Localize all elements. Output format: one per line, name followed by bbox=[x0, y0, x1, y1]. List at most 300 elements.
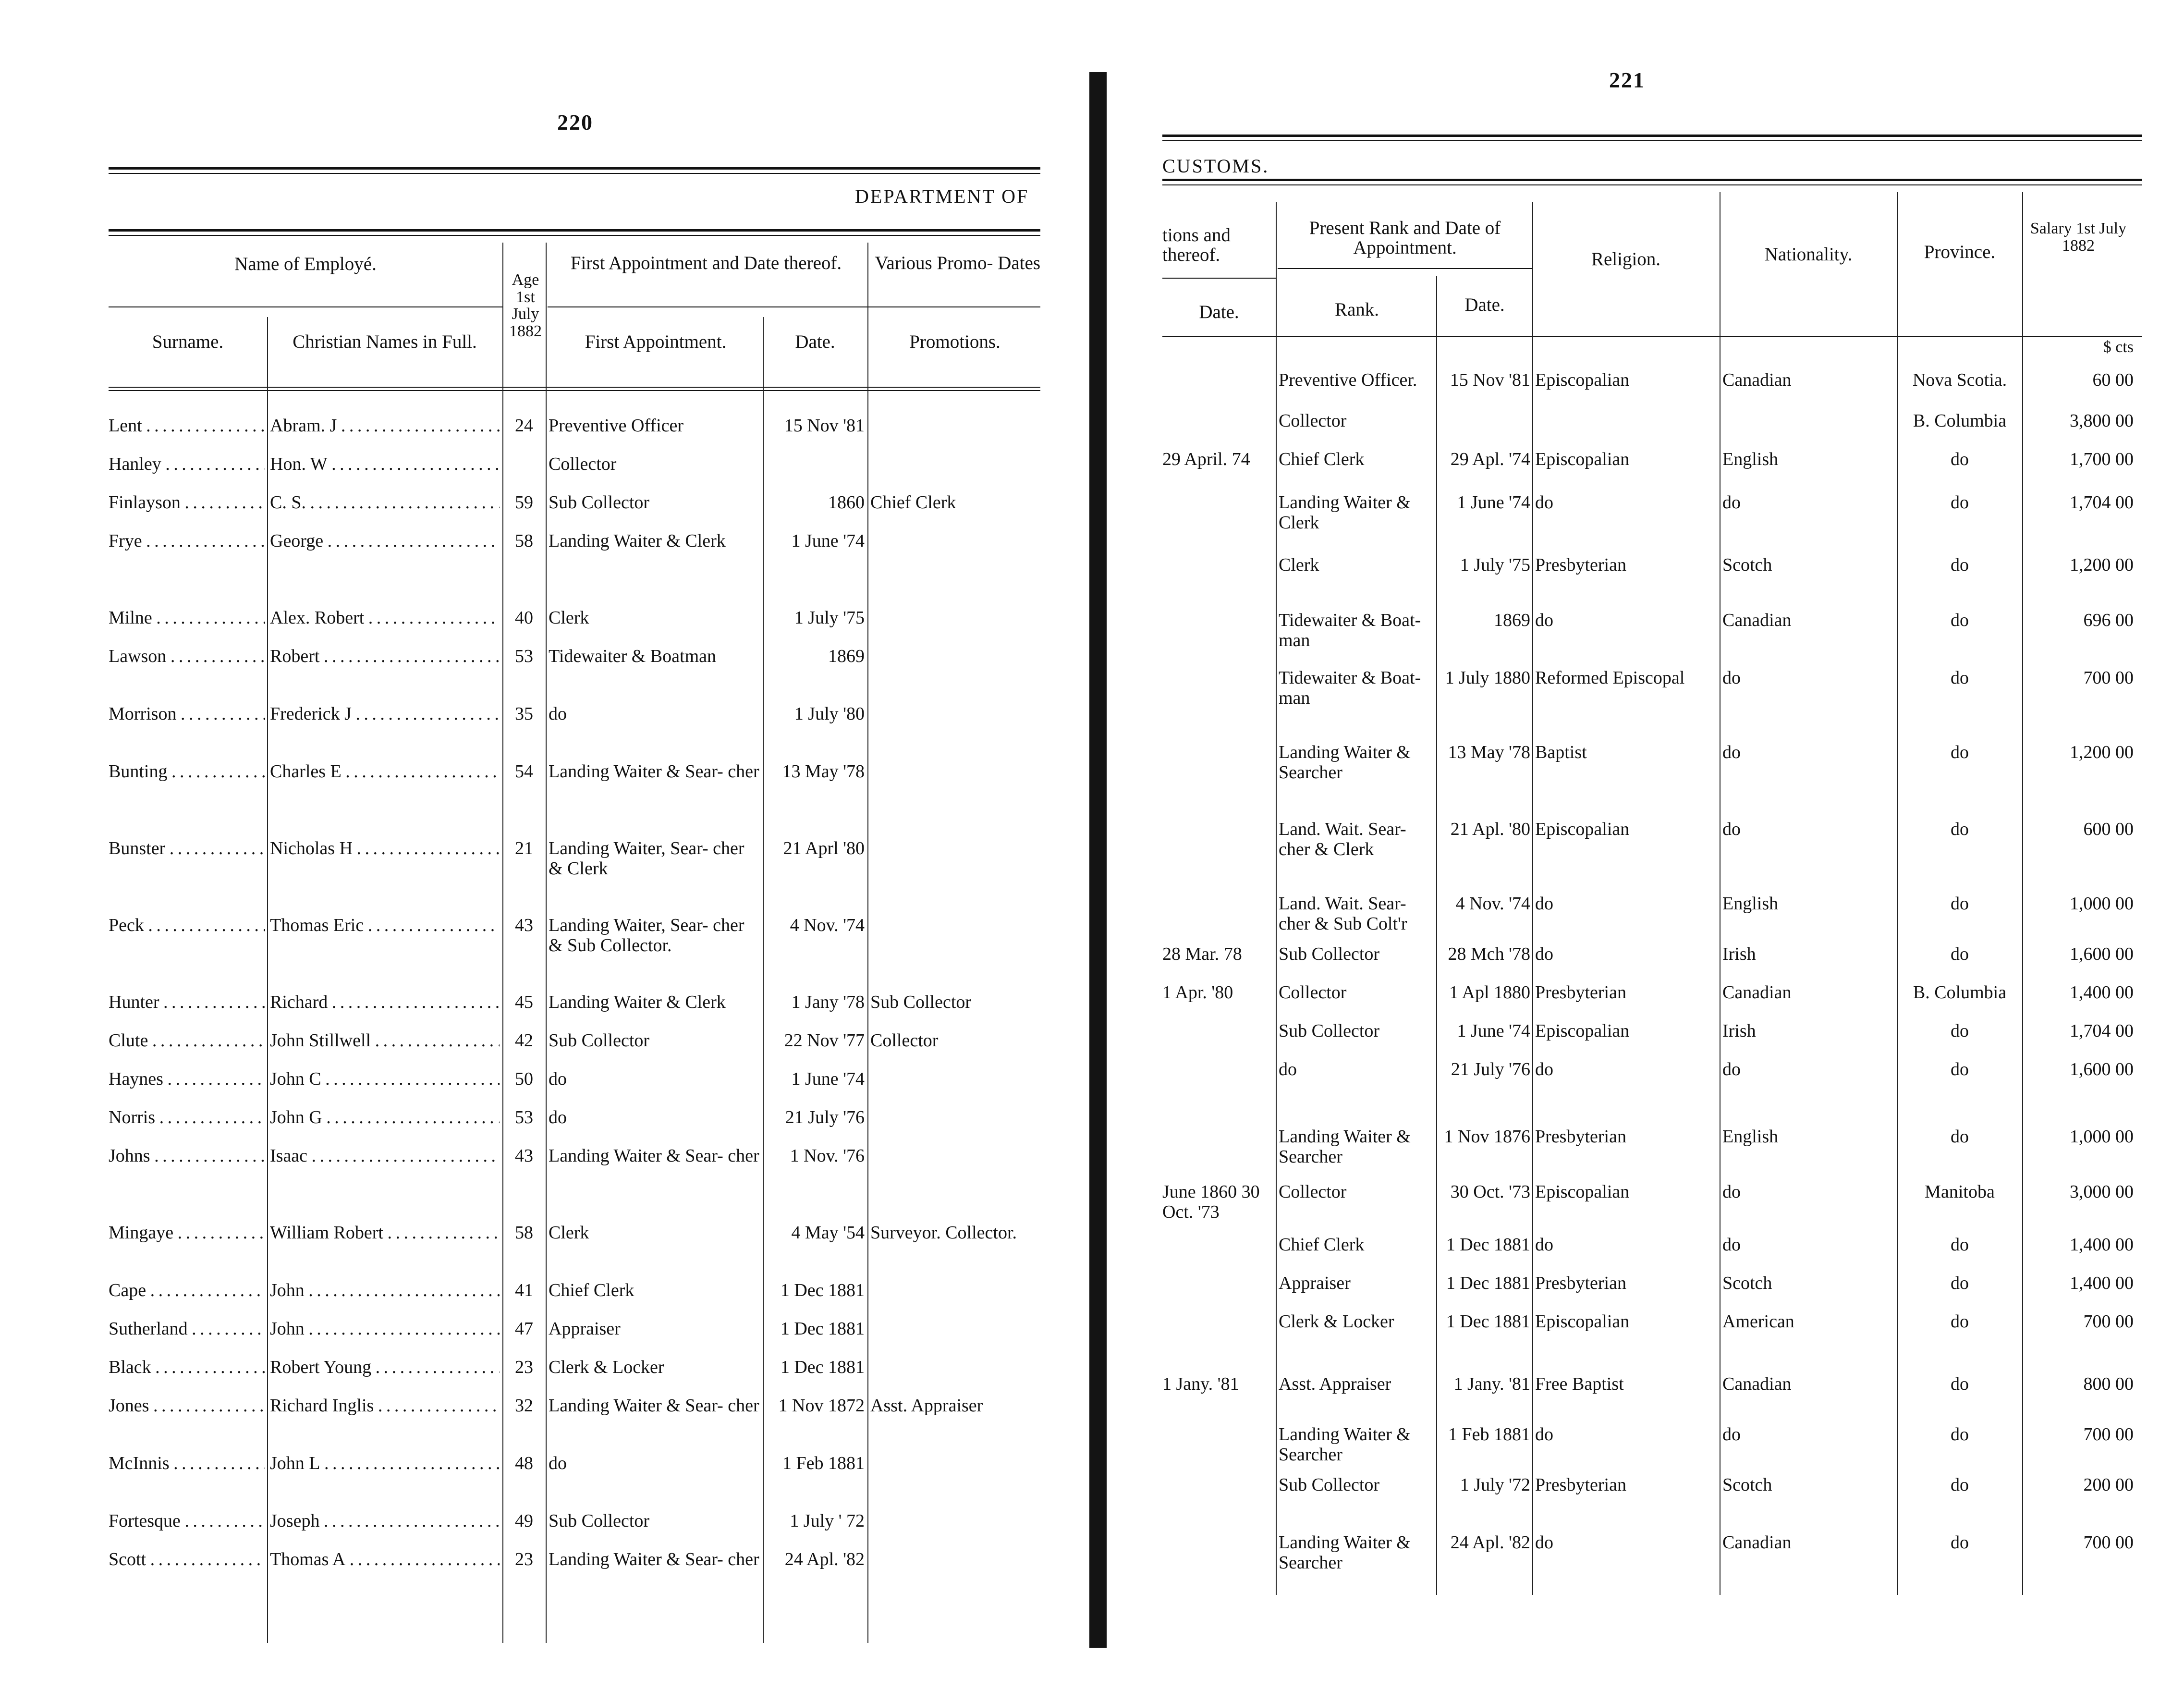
cell-christian: Thomas Eric . . . bbox=[270, 915, 500, 935]
subheader-rule-name bbox=[109, 306, 502, 307]
cell-nationality: English bbox=[1722, 449, 1779, 469]
date2-subheader: Date. bbox=[1464, 294, 1505, 315]
cell-religion: do bbox=[1535, 944, 1553, 964]
cell-nationality: do bbox=[1722, 1424, 1741, 1445]
cell-religion: Episcopalian bbox=[1535, 1311, 1630, 1332]
cell-rdate: 1 June '74 bbox=[1457, 1021, 1530, 1041]
cell-rdate: 24 Apl. '82 bbox=[1450, 1532, 1530, 1553]
cell-salary: 1,700 00 bbox=[2070, 449, 2134, 469]
subheader-rule-tions bbox=[1162, 278, 1276, 279]
cell-rank: Sub Collector bbox=[1279, 944, 1380, 964]
cell-province: do bbox=[1951, 1059, 1969, 1079]
cell-christian: John . . . bbox=[270, 1280, 500, 1300]
date1-subheader: Date. bbox=[1199, 302, 1239, 322]
cell-date: 4 May '54 bbox=[791, 1223, 865, 1243]
cell-promo bbox=[870, 608, 1039, 651]
cell-rank: Clerk & Locker bbox=[1279, 1311, 1394, 1332]
cell-pdate bbox=[1162, 610, 1274, 653]
cell-province: Manitoba bbox=[1925, 1182, 1995, 1202]
cell-promo: Chief Clerk bbox=[870, 492, 956, 513]
cell-pdate bbox=[1162, 1311, 1274, 1355]
cell-salary: 3,800 00 bbox=[2070, 411, 2134, 431]
subheader-rule-rank bbox=[1278, 268, 1532, 269]
cell-date: 22 Nov '77 bbox=[784, 1030, 865, 1051]
cell-surname: Mingaye . . . bbox=[109, 1223, 265, 1243]
top-double-rule bbox=[1162, 135, 2142, 137]
cell-religion: Presbyterian bbox=[1535, 1127, 1626, 1147]
cell-pdate: 29 April. 74 bbox=[1162, 449, 1250, 469]
col-rule bbox=[763, 317, 764, 1643]
cell-rank: Sub Collector bbox=[1279, 1021, 1380, 1041]
cell-age: 23 bbox=[515, 1357, 533, 1377]
col-rule bbox=[267, 317, 268, 1643]
cell-surname: Milne . . . bbox=[109, 608, 265, 628]
cell-province: do bbox=[1951, 1127, 1969, 1147]
cell-appt: Landing Waiter & Sear- cher bbox=[549, 1549, 759, 1569]
cell-appt: Sub Collector bbox=[549, 492, 650, 513]
cell-rdate: 28 Mch '78 bbox=[1448, 944, 1530, 964]
cell-promo bbox=[870, 915, 1039, 958]
cell-christian: John L . . . bbox=[270, 1453, 500, 1473]
cell-salary: 700 00 bbox=[2083, 1532, 2134, 1553]
cell-rank: Sub Collector bbox=[1279, 1475, 1380, 1495]
cell-rdate: 1 July '75 bbox=[1460, 555, 1530, 575]
cell-religion: Free Baptist bbox=[1535, 1374, 1624, 1394]
cell-surname: Lawson . . . bbox=[109, 646, 265, 666]
cell-surname: Haynes . . . bbox=[109, 1069, 265, 1089]
cell-christian: John G . . . bbox=[270, 1107, 500, 1127]
cell-rank: Land. Wait. Sear- cher & Clerk bbox=[1279, 819, 1406, 859]
cell-nationality: English bbox=[1722, 894, 1779, 914]
cell-nationality: American bbox=[1722, 1311, 1794, 1332]
cell-date: 1860 bbox=[828, 492, 865, 513]
cell-surname: Morrison . . . bbox=[109, 704, 265, 724]
cell-province: B. Columbia bbox=[1913, 982, 2007, 1003]
cell-rank: Landing Waiter & Searcher bbox=[1279, 1127, 1411, 1167]
cell-rdate: 13 May '78 bbox=[1448, 742, 1530, 762]
cell-christian: Isaac . . . bbox=[270, 1146, 500, 1166]
cell-rank: Asst. Appraiser bbox=[1279, 1374, 1391, 1394]
cell-nationality: Canadian bbox=[1722, 610, 1792, 630]
cell-promo bbox=[870, 1453, 1039, 1496]
cell-nationality: do bbox=[1722, 742, 1741, 762]
cell-rdate: 1 Apl 1880 bbox=[1449, 982, 1530, 1003]
cell-christian: John Stillwell . . . bbox=[270, 1030, 500, 1051]
date-subheader: Date. bbox=[795, 331, 835, 352]
cell-promo: Surveyor. Collector. bbox=[870, 1223, 1017, 1243]
cell-salary: 1,600 00 bbox=[2070, 944, 2134, 964]
cell-appt: Chief Clerk bbox=[549, 1280, 634, 1300]
cell-nationality: Scotch bbox=[1722, 555, 1772, 575]
cell-nationality: Canadian bbox=[1722, 1374, 1792, 1394]
department-title: CUSTOMS. bbox=[1162, 155, 1269, 177]
cell-age: 53 bbox=[515, 646, 533, 666]
cell-pdate bbox=[1162, 1059, 1274, 1102]
cell-pdate: 1 Jany. '81 bbox=[1162, 1374, 1239, 1394]
first-appointment-header: First Appointment and Date thereof. bbox=[570, 253, 842, 273]
cell-religion: Baptist bbox=[1535, 742, 1587, 762]
cell-promo bbox=[870, 646, 1039, 689]
cell-nationality: Irish bbox=[1722, 944, 1756, 964]
currency-subheader: $ cts bbox=[2103, 338, 2134, 356]
cell-promo bbox=[870, 1107, 1039, 1151]
col-rule bbox=[546, 243, 547, 1643]
cell-christian: Robert . . . bbox=[270, 646, 500, 666]
cell-age: 43 bbox=[515, 915, 533, 935]
cell-salary: 1,000 00 bbox=[2070, 894, 2134, 914]
cell-promo bbox=[870, 454, 1039, 497]
cell-nationality: Canadian bbox=[1722, 1532, 1792, 1553]
cell-religion: do bbox=[1535, 1532, 1553, 1553]
header-top-rule-thin bbox=[109, 235, 1040, 236]
cell-rank: Tidewaiter & Boat- man bbox=[1279, 668, 1421, 708]
cell-promo: Collector bbox=[870, 1030, 939, 1051]
cell-nationality: do bbox=[1722, 1182, 1741, 1202]
cell-nationality: Scotch bbox=[1722, 1273, 1772, 1293]
cell-religion: Presbyterian bbox=[1535, 982, 1626, 1003]
cell-province: do bbox=[1951, 894, 1969, 914]
cell-province: do bbox=[1951, 1311, 1969, 1332]
cell-nationality: Canadian bbox=[1722, 982, 1792, 1003]
cell-christian: John . . . bbox=[270, 1319, 500, 1339]
cell-age: 48 bbox=[515, 1453, 533, 1473]
christian-names-header: Christian Names in Full. bbox=[293, 331, 477, 352]
cell-salary: 696 00 bbox=[2083, 610, 2134, 630]
cell-province: do bbox=[1951, 1235, 1969, 1255]
col-rule bbox=[2022, 192, 2023, 1595]
rank-subheader: Rank. bbox=[1334, 299, 1379, 320]
cell-religion: Episcopalian bbox=[1535, 819, 1630, 839]
cell-salary: 3,000 00 bbox=[2070, 1182, 2134, 1202]
cell-province: do bbox=[1951, 449, 1969, 469]
cell-date: 1 Dec 1881 bbox=[780, 1280, 865, 1300]
cell-religion: do bbox=[1535, 1059, 1553, 1079]
body-top-rule bbox=[109, 387, 1040, 388]
cell-age: 35 bbox=[515, 704, 533, 724]
cell-province: do bbox=[1951, 742, 1969, 762]
cell-appt: Landing Waiter & Clerk bbox=[549, 531, 726, 551]
cell-date: 24 Apl. '82 bbox=[784, 1549, 865, 1569]
cell-province: Nova Scotia. bbox=[1912, 370, 2007, 390]
cell-rdate: 15 Nov '81 bbox=[1450, 370, 1530, 390]
cell-christian: Frederick J . . . bbox=[270, 704, 500, 724]
cell-appt: Sub Collector bbox=[549, 1030, 650, 1051]
cell-promo bbox=[870, 416, 1039, 459]
cell-religion: do bbox=[1535, 492, 1553, 513]
cell-nationality: Scotch bbox=[1722, 1475, 1772, 1495]
cell-date: 15 Nov '81 bbox=[784, 416, 865, 436]
cell-salary: 200 00 bbox=[2083, 1475, 2134, 1495]
cell-christian: George . . . bbox=[270, 531, 500, 551]
cell-surname: Bunster . . . bbox=[109, 838, 265, 858]
cell-appt: Landing Waiter & Clerk bbox=[549, 992, 726, 1012]
cell-province: do bbox=[1951, 1424, 1969, 1445]
cell-appt: do bbox=[549, 1069, 567, 1089]
left-page bbox=[0, 0, 1057, 1690]
cell-rdate: 30 Oct. '73 bbox=[1450, 1182, 1530, 1202]
cell-rank: Chief Clerk bbox=[1279, 1235, 1365, 1255]
age-header: Age 1st July 1882 bbox=[509, 271, 542, 341]
page-number: 221 bbox=[1609, 68, 1645, 92]
cell-religion: do bbox=[1535, 1424, 1553, 1445]
cell-appt: Landing Waiter, Sear- cher & Clerk bbox=[549, 838, 744, 879]
col-rule bbox=[502, 243, 503, 1643]
cell-pdate bbox=[1162, 370, 1274, 413]
col-rule bbox=[1532, 202, 1533, 1595]
cell-rdate: 1 Dec 1881 bbox=[1446, 1311, 1530, 1332]
cell-salary: 700 00 bbox=[2083, 1424, 2134, 1445]
province-header: Province. bbox=[1924, 242, 1996, 262]
cell-christian: Thomas A . . . bbox=[270, 1549, 500, 1569]
cell-pdate: June 1860 30 Oct. '73 bbox=[1162, 1182, 1260, 1222]
cell-date: 1 Nov. '76 bbox=[790, 1146, 865, 1166]
header-top-rule bbox=[109, 229, 1040, 232]
cell-province: do bbox=[1951, 1273, 1969, 1293]
cell-rdate: 1 Feb 1881 bbox=[1448, 1424, 1530, 1445]
cell-date: 13 May '78 bbox=[782, 761, 865, 782]
cell-religion: do bbox=[1535, 610, 1553, 630]
cell-surname: McInnis . . . bbox=[109, 1453, 265, 1473]
cell-christian: William Robert . . . bbox=[270, 1223, 500, 1243]
page-number: 220 bbox=[557, 110, 593, 135]
cell-rank: Collector bbox=[1279, 1182, 1347, 1202]
cell-appt: do bbox=[549, 1107, 567, 1127]
cell-religion: Presbyterian bbox=[1535, 555, 1626, 575]
cell-surname: Fortesque . . . bbox=[109, 1511, 265, 1531]
cell-nationality: do bbox=[1722, 819, 1741, 839]
surname-header: Surname. bbox=[152, 331, 224, 352]
cell-rdate: 1 July '72 bbox=[1460, 1475, 1530, 1495]
cell-religion: Presbyterian bbox=[1535, 1273, 1626, 1293]
cell-surname: Hanley . . . bbox=[109, 454, 265, 474]
first-appt-subheader: First Appointment. bbox=[585, 331, 727, 352]
cell-age: 21 bbox=[515, 838, 533, 858]
tions-thereof-header: tions and thereof. bbox=[1162, 225, 1231, 265]
top-double-rule-thin bbox=[1162, 140, 2142, 141]
cell-surname: Scott . . . bbox=[109, 1549, 265, 1569]
cell-rdate: 1 July 1880 bbox=[1445, 668, 1530, 688]
cell-nationality: do bbox=[1722, 1059, 1741, 1079]
cell-rdate: 1 Nov 1876 bbox=[1444, 1127, 1530, 1147]
cell-salary: 1,200 00 bbox=[2070, 555, 2134, 575]
cell-christian: Richard . . . bbox=[270, 992, 500, 1012]
cell-rank: Land. Wait. Sear- cher & Sub Colt'r bbox=[1279, 894, 1407, 934]
promotions-subheader: Promotions. bbox=[909, 331, 1000, 352]
cell-date: 1 June '74 bbox=[791, 531, 865, 551]
cell-age: 45 bbox=[515, 992, 533, 1012]
cell-age: 42 bbox=[515, 1030, 533, 1051]
cell-religion: Episcopalian bbox=[1535, 1021, 1630, 1041]
cell-christian: Robert Young . . . bbox=[270, 1357, 500, 1377]
cell-pdate bbox=[1162, 742, 1274, 785]
cell-age: 58 bbox=[515, 1223, 533, 1243]
cell-salary: 700 00 bbox=[2083, 668, 2134, 688]
cell-province: do bbox=[1951, 555, 1969, 575]
cell-date: 1 July ' 72 bbox=[790, 1511, 865, 1531]
cell-appt: do bbox=[549, 1453, 567, 1473]
cell-pdate bbox=[1162, 819, 1274, 862]
cell-religion: Reformed Episcopal bbox=[1535, 668, 1685, 688]
body-top-rule-2 bbox=[109, 390, 1040, 391]
cell-nationality: do bbox=[1722, 492, 1741, 513]
cell-rank: Chief Clerk bbox=[1279, 449, 1365, 469]
cell-appt: Clerk & Locker bbox=[549, 1357, 664, 1377]
cell-christian: Richard Inglis . . . bbox=[270, 1396, 500, 1416]
cell-appt: Clerk bbox=[549, 608, 589, 628]
cell-christian: Alex. Robert . . . bbox=[270, 608, 500, 628]
cell-religion: do bbox=[1535, 1235, 1553, 1255]
cell-province: do bbox=[1951, 944, 1969, 964]
cell-surname: Sutherland . . . bbox=[109, 1319, 265, 1339]
cell-surname: Jones . . . bbox=[109, 1396, 265, 1416]
cell-age: 53 bbox=[515, 1107, 533, 1127]
col-rule bbox=[867, 243, 868, 1643]
cell-nationality: Irish bbox=[1722, 1021, 1756, 1041]
cell-appt: Landing Waiter & Sear- cher bbox=[549, 761, 759, 782]
cell-religion: Episcopalian bbox=[1535, 449, 1630, 469]
cell-surname: Bunting . . . bbox=[109, 761, 265, 782]
cell-age: 23 bbox=[515, 1549, 533, 1569]
cell-rank: Clerk bbox=[1279, 555, 1319, 575]
cell-surname: Cape . . . bbox=[109, 1280, 265, 1300]
cell-rdate: 1869 bbox=[1494, 610, 1530, 630]
cell-promo bbox=[870, 761, 1039, 805]
cell-appt: Preventive Officer bbox=[549, 416, 684, 436]
subheader-rule-appt bbox=[548, 306, 1040, 307]
cell-age: 43 bbox=[515, 1146, 533, 1166]
cell-surname: Black . . . bbox=[109, 1357, 265, 1377]
cell-promo bbox=[870, 1069, 1039, 1112]
cell-surname: Norris . . . bbox=[109, 1107, 265, 1127]
cell-appt: Appraiser bbox=[549, 1319, 621, 1339]
cell-rank: Tidewaiter & Boat- man bbox=[1279, 610, 1421, 650]
cell-province: do bbox=[1951, 610, 1969, 630]
top-double-rule bbox=[109, 167, 1040, 170]
cell-pdate bbox=[1162, 411, 1274, 454]
cell-age: 32 bbox=[515, 1396, 533, 1416]
cell-date: 21 July '76 bbox=[785, 1107, 865, 1127]
cell-date: 21 Aprl '80 bbox=[783, 838, 865, 858]
cell-surname: Hunter . . . bbox=[109, 992, 265, 1012]
cell-surname: Frye . . . bbox=[109, 531, 265, 551]
cell-pdate bbox=[1162, 894, 1274, 937]
cell-nationality: Canadian bbox=[1722, 370, 1792, 390]
cell-age: 47 bbox=[515, 1319, 533, 1339]
cell-appt: Sub Collector bbox=[549, 1511, 650, 1531]
cell-rank: Landing Waiter & Searcher bbox=[1279, 742, 1411, 783]
cell-date: 1 Jany '78 bbox=[791, 992, 865, 1012]
cell-salary: 1,704 00 bbox=[2070, 492, 2134, 513]
cell-rank: Landing Waiter & Searcher bbox=[1279, 1424, 1411, 1465]
cell-promo bbox=[870, 1280, 1039, 1323]
cell-date: 1 July '80 bbox=[794, 704, 865, 724]
cell-promo bbox=[870, 704, 1039, 747]
cell-surname: Finlayson . . . bbox=[109, 492, 265, 513]
cell-appt: Tidewaiter & Boatman bbox=[549, 646, 716, 666]
cell-rdate: 21 Apl. '80 bbox=[1450, 819, 1530, 839]
cell-rank: do bbox=[1279, 1059, 1297, 1079]
cell-province: do bbox=[1951, 492, 1969, 513]
cell-salary: 800 00 bbox=[2083, 1374, 2134, 1394]
cell-date: 1 June '74 bbox=[791, 1069, 865, 1089]
cell-christian: Hon. W . . . bbox=[270, 454, 500, 474]
cell-province: do bbox=[1951, 668, 1969, 688]
cell-promo: Sub Collector bbox=[870, 992, 972, 1012]
header-top-rule-thin bbox=[1162, 184, 2142, 185]
cell-age: 41 bbox=[515, 1280, 533, 1300]
col-rule bbox=[1436, 276, 1437, 1595]
cell-age: 50 bbox=[515, 1069, 533, 1089]
salary-header: Salary 1st July 1882 bbox=[2030, 220, 2127, 255]
cell-promo bbox=[870, 1319, 1039, 1362]
cell-salary: 600 00 bbox=[2083, 819, 2134, 839]
cell-age: 58 bbox=[515, 531, 533, 551]
cell-salary: 1,600 00 bbox=[2070, 1059, 2134, 1079]
col-rule bbox=[1276, 202, 1277, 1595]
cell-christian: Charles E . . . bbox=[270, 761, 500, 782]
cell-age: 59 bbox=[515, 492, 533, 513]
religion-header: Religion. bbox=[1591, 249, 1661, 269]
cell-province: do bbox=[1951, 1021, 1969, 1041]
cell-surname: Lent . . . bbox=[109, 416, 265, 436]
cell-salary: 1,704 00 bbox=[2070, 1021, 2134, 1041]
cell-pdate bbox=[1162, 1273, 1274, 1316]
col-rule bbox=[1897, 192, 1898, 1595]
cell-promo bbox=[870, 1511, 1039, 1554]
cell-religion: Episcopalian bbox=[1535, 1182, 1630, 1202]
cell-date: 1 Feb 1881 bbox=[782, 1453, 865, 1473]
cell-rdate: 1 Dec 1881 bbox=[1446, 1273, 1530, 1293]
right-page bbox=[1100, 0, 2184, 1690]
cell-date: 1 Dec 1881 bbox=[780, 1319, 865, 1339]
cell-christian: Nicholas H . . . bbox=[270, 838, 500, 858]
cell-appt: Collector bbox=[549, 454, 617, 474]
name-of-employe-header: Name of Employé. bbox=[234, 254, 377, 274]
cell-date: 1 Dec 1881 bbox=[780, 1357, 865, 1377]
cell-province: do bbox=[1951, 1475, 1969, 1495]
cell-pdate: 28 Mar. 78 bbox=[1162, 944, 1242, 964]
cell-pdate bbox=[1162, 1475, 1274, 1518]
cell-rank: Appraiser bbox=[1279, 1273, 1351, 1293]
cell-pdate bbox=[1162, 492, 1274, 536]
cell-rank: Collector bbox=[1279, 411, 1347, 431]
cell-rank: Landing Waiter & Clerk bbox=[1279, 492, 1411, 533]
cell-promo bbox=[870, 838, 1039, 882]
cell-pdate: 1 Apr. '80 bbox=[1162, 982, 1233, 1003]
cell-pdate bbox=[1162, 1021, 1274, 1064]
cell-date: 1 July '75 bbox=[794, 608, 865, 628]
cell-salary: 1,200 00 bbox=[2070, 742, 2134, 762]
cell-rdate: 1 Dec 1881 bbox=[1446, 1235, 1530, 1255]
cell-surname: Clute . . . bbox=[109, 1030, 265, 1051]
present-rank-header: Present Rank and Date of Appointment. bbox=[1309, 218, 1501, 258]
cell-christian: C. S. . . . bbox=[270, 492, 500, 513]
nationality-header: Nationality. bbox=[1764, 244, 1853, 265]
cell-province: do bbox=[1951, 819, 1969, 839]
cell-date: 4 Nov. '74 bbox=[790, 915, 865, 935]
department-title: DEPARTMENT OF bbox=[855, 185, 1029, 207]
cell-age: 49 bbox=[515, 1511, 533, 1531]
cell-religion: Presbyterian bbox=[1535, 1475, 1626, 1495]
cell-christian: Abram. J . . . bbox=[270, 416, 500, 436]
cell-surname: Peck . . . bbox=[109, 915, 265, 935]
cell-date: 1869 bbox=[828, 646, 865, 666]
cell-province: do bbox=[1951, 1532, 1969, 1553]
cell-pdate bbox=[1162, 555, 1274, 598]
cell-date: 1 Nov 1872 bbox=[778, 1396, 865, 1416]
cell-religion: Episcopalian bbox=[1535, 370, 1630, 390]
top-double-rule-thin bbox=[109, 173, 1040, 174]
